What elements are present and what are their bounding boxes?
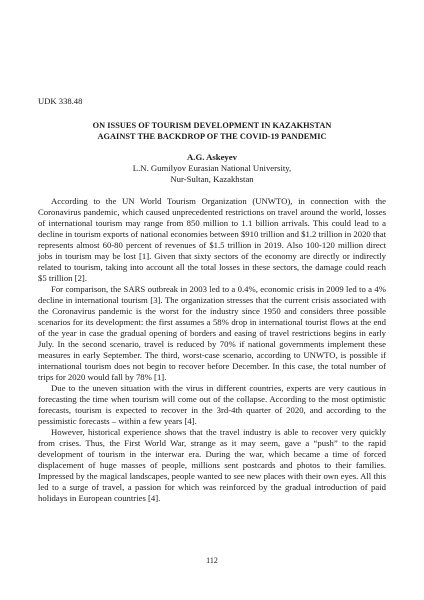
page-number: 112 (206, 556, 218, 565)
paragraph-1: According to the UN World Tourism Organization (UNWTO), in connection with the Coronavirus pandemic, which caused unprecedented restrictions on travel around the world, losses of international tourism may range from 850 million to 1.1 billion arrivals. This could lead to a decline in tourism exports of national economies between $910 trillion and $1.2 trillion in 2020 that represents almost 60-80 percent of revenues of $1.5 trillion in 2019. Also 100-120 million direct jobs in tourism may be lost [1]. Given that sixty sectors of the economy are directly or indirectly related to tourism, taking into account all the total losses in these sectors, the damage could reach $5 trillion [2]. (38, 196, 386, 283)
paper-title (38, 120, 386, 142)
paragraph-4: However, historical experience shows that the travel industry is able to recover very quickly from crises. Thus, the First World War, strange as it may seem, gave a “push” to the rapid development of tourism in the interwar era. During the war, which became a time of forced displacement of huge masses of people, millions sent postcards and photos to their families. Impressed by the magical landscapes, people wanted to see new places with their own eyes. All this led to a surge of travel, a passion for which was reinforced by the gradual introduction of paid holidays in European countries [4]. (38, 427, 386, 503)
author-name: A.G. Askeyev (187, 152, 237, 162)
udk-code: UDK 338.48 (38, 96, 83, 106)
paragraph-2: For comparison, the SARS outbreak in 2003 led to a 0.4%, economic crisis in 2009 led to a 4% decline in international tourism [3]. The organization stresses that the current crisis associated with the Coronavirus pandemic is the worst for the industry since 1950 and considers three possible scenarios for its development: the first assumes a 58% drop in international tourist flows at the end of the year in case the gradual opening of borders and easing of travel restrictions begins in early July. In the second scenario, travel is reduced by 70% if national governments implement these measures in early September. The third, worst-case scenario, according to UNWTO, is possible if international tourism does not begin to recover before December. In this case, the total number of trips for 2020 would fall by 78% [1]. (38, 284, 386, 382)
author-affiliation-1: L.N. Gumilyov Eurasian National University, (132, 163, 292, 173)
author-block (38, 152, 386, 185)
paragraph-3: Due to the uneven situation with the virus in different countries, experts are very cautious in forecasting the time when tourism will come out of the collapse. According to the most optimistic forecasts, tourism is expected to recover in the 3rd-4th quarter of 2020, and according to the pessimistic forecasts – within a few years [4]. (38, 383, 386, 426)
title-line-1: ON ISSUES OF TOURISM DEVELOPMENT IN KAZAKHSTAN (92, 121, 332, 130)
author-affiliation-2: Nur-Sultan, Kazakhstan (170, 174, 254, 184)
title-line-2: AGAINST THE BACKDROP OF THE COVID-19 PANDEMIC (97, 132, 327, 141)
article-body (38, 196, 386, 504)
